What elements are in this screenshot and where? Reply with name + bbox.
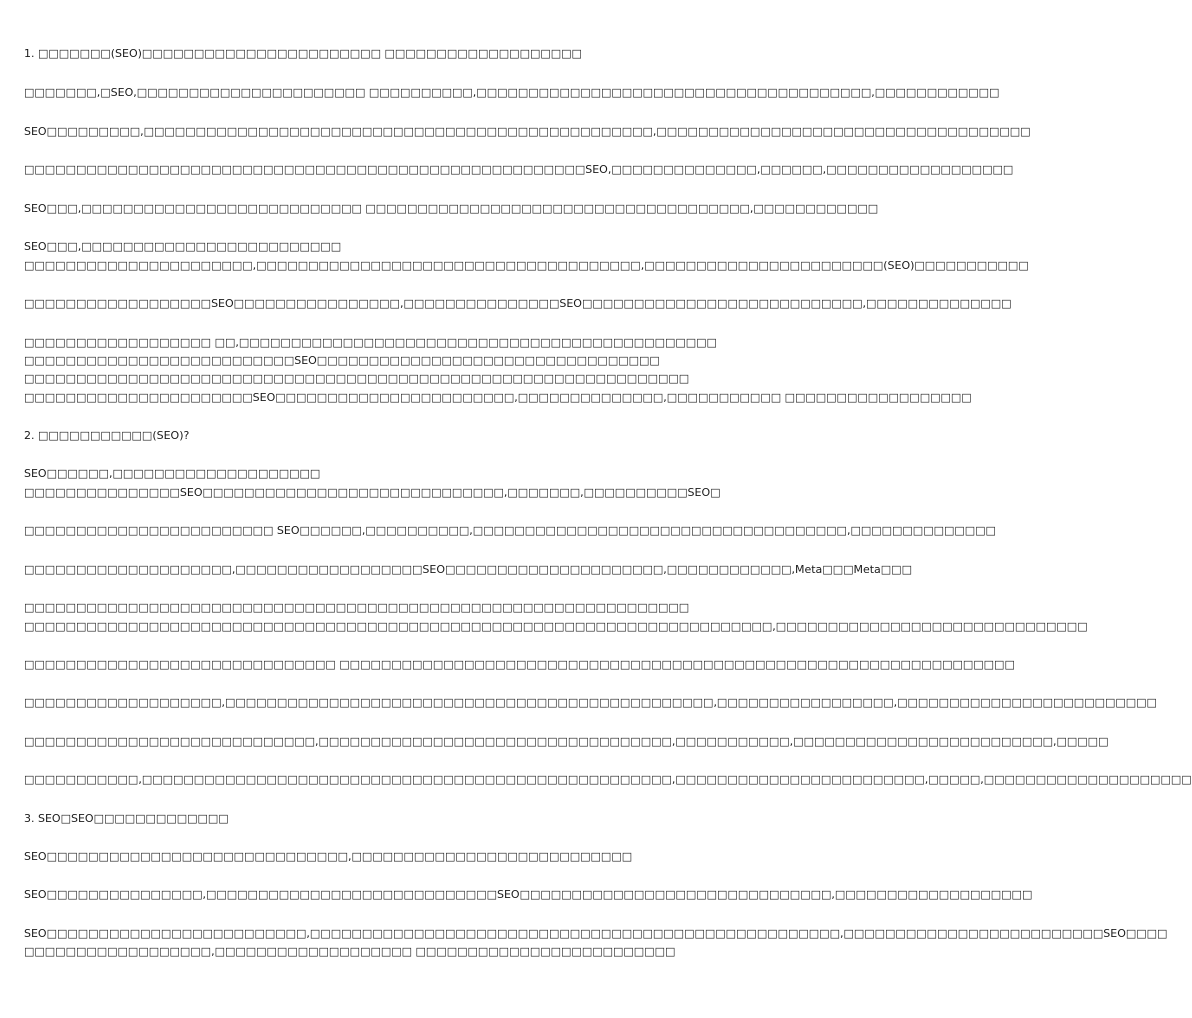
paragraph-line: □□□□□□□,□SEO,□□□□□□□□□□□□□□□□□□□□□□ □□□□□□□□□□,□□□□□□□□□□□□□□□□□□□□□□□□□□□□□□□□□□□□□□,□□□□□□□□□□□□ [24,86,1000,99]
paragraph-line: □□□□□□□□□□□□□□□□□□□□□□□□□□□□□□□□□□□□□□□□□□□□□□□□□□□□□□□□□□□□□□□□□□□□□□□□,□□□□□□□□□□□□□□□□□□□□□□□□□□□□□□ [24,620,1088,633]
paragraph-line: □□□□□□□□□□□□□□□□□□□□□□□□□□□□□□ □□□□□□□□□□□□□□□□□□□□□□□□□□□□□□□□□□□□□□□□□□□□□□□□□□□□□□□□□□□□□□□□□ [24,658,1015,671]
paragraph-line: SEO□□□□□□□□□□□□□□□,□□□□□□□□□□□□□□□□□□□□□□□□□□□□SEO□□□□□□□□□□□□□□□□□□□□□□□□□□□□□□,□□□□□□□□□□□□□□□□□□□ [24,888,1033,901]
paragraph-line: □□□□□□□□□□□□□□□□□□□□□□□□□□SEO□□□□□□□□□□□□□□□□□□□□□□□□□□□□□□□□□ [24,354,660,367]
paragraph-line: SEO□□□□□□□□□□□□□□□□□□□□□□□□□,□□□□□□□□□□□□□□□□□□□□□□□□□□□□□□□□□□□□□□□□□□□□□□□□□□□,□□□□□□□□□□□□□□□□□□□□□□□□□SEO□□□□ [24,927,1168,940]
paragraph-line: □□□□□□□□□□□□□□□SEO□□□□□□□□□□□□□□□□□□□□□□□□□□□□□,□□□□□□□,□□□□□□□□□□SEO□ [24,486,721,499]
paragraph-line: □□□□□□□□□□□□□□□□□□ □□,□□□□□□□□□□□□□□□□□□□□□□□□□□□□□□□□□□□□□□□□□□□□□□ [24,336,717,349]
heading-section-1: 1. □□□□□□□(SEO)□□□□□□□□□□□□□□□□□□□□□□□ □□□□□□□□□□□□□□□□□□□ [24,47,582,60]
paragraph-line: □□□□□□□□□□□,□□□□□□□□□□□□□□□□□□□□□□□□□□□□□□□□□□□□□□□□□□□□□□□□□□□,□□□□□□□□□□□□□□□□□□□□□□□□,□□□□□,□□□□□□□□□□□□□□□□□□□□ [24,773,1192,786]
paragraph-line: □□□□□□□□□□□□□□□□□□□□,□□□□□□□□□□□□□□□□□□SEO□□□□□□□□□□□□□□□□□□□□□,□□□□□□□□□□□□,Meta□□□Meta□□□ [24,563,912,576]
paragraph-line: □□□□□□□□□□□□□□□□□□□,□□□□□□□□□□□□□□□□□□□□□□□□□□□□□□□□□□□□□□□□□□□□□□□,□□□□□□□□□□□□□□□□□,□□□□□□□□□□□□□□□□□□□□□□□□□ [24,696,1157,709]
paragraph-line: □□□□□□□□□□□□□□□□□□□□□□□□ SEO□□□□□□,□□□□□□□□□□,□□□□□□□□□□□□□□□□□□□□□□□□□□□□□□□□□□□□,□□□□□□□□□□□□□□ [24,524,996,537]
paragraph-line: □□□□□□□□□□□□□□□□□□SEO□□□□□□□□□□□□□□□□,□□□□□□□□□□□□□□□SEO□□□□□□□□□□□□□□□□□□□□□□□□□□□,□□□□□□□□□□□□□□ [24,297,1012,310]
paragraph-line: □□□□□□□□□□□□□□□□□□□□□□□□□□□□□□□□□□□□□□□□□□□□□□□□□□□□□□□□□□□□□□□□ [24,601,690,614]
paragraph-line: SEO□□□□□□□□□□□□□□□□□□□□□□□□□□□□□,□□□□□□□□□□□□□□□□□□□□□□□□□□□ [24,850,633,863]
paragraph-line: SEO□□□,□□□□□□□□□□□□□□□□□□□□□□□□□ [24,240,342,253]
paragraph-line: SEO□□□□□□□□□,□□□□□□□□□□□□□□□□□□□□□□□□□□□□□□□□□□□□□□□□□□□□□□□□□,□□□□□□□□□□□□□□□□□□□□□□□□□□□□□□□□□□□□ [24,125,1031,138]
paragraph-line: □□□□□□□□□□□□□□□□□□,□□□□□□□□□□□□□□□□□□□ □□□□□□□□□□□□□□□□□□□□□□□□□ [24,945,676,958]
paragraph-line: SEO□□□,□□□□□□□□□□□□□□□□□□□□□□□□□□□ □□□□□□□□□□□□□□□□□□□□□□□□□□□□□□□□□□□□□,□□□□□□□□□□□□ [24,202,879,215]
paragraph-line: □□□□□□□□□□□□□□□□□□□□□□,□□□□□□□□□□□□□□□□□□□□□□□□□□□□□□□□□□□□□,□□□□□□□□□□□□□□□□□□□□□□□(SEO)□□□□□□□□□□□ [24,259,1029,272]
paragraph-line: □□□□□□□□□□□□□□□□□□□□□□□□□□□□□□□□□□□□□□□□□□□□□□□□□□□□□□SEO,□□□□□□□□□□□□□□,□□□□□□,□□□□□□□□□□□□□□□□□□ [24,163,1014,176]
paragraph-line: □□□□□□□□□□□□□□□□□□□□□□□□□□□□□□□□□□□□□□□□□□□□□□□□□□□□□□□□□□□□□□□□ [24,372,690,385]
paragraph-line: □□□□□□□□□□□□□□□□□□□□□□SEO□□□□□□□□□□□□□□□□□□□□□□□,□□□□□□□□□□□□□□,□□□□□□□□□□□ □□□□□□□□□□□□□□□□□□ [24,391,972,404]
heading-section-3: 3. SEO□SEO□□□□□□□□□□□□□ [24,812,229,825]
heading-section-2: 2. □□□□□□□□□□□(SEO)? [24,429,190,442]
paragraph-line: □□□□□□□□□□□□□□□□□□□□□□□□□□□□,□□□□□□□□□□□□□□□□□□□□□□□□□□□□□□□□□□,□□□□□□□□□□□,□□□□□□□□□□□□□□□□□□□□□□□□□,□□□□□ [24,735,1109,748]
paragraph-line: SEO□□□□□□,□□□□□□□□□□□□□□□□□□□□ [24,467,321,480]
